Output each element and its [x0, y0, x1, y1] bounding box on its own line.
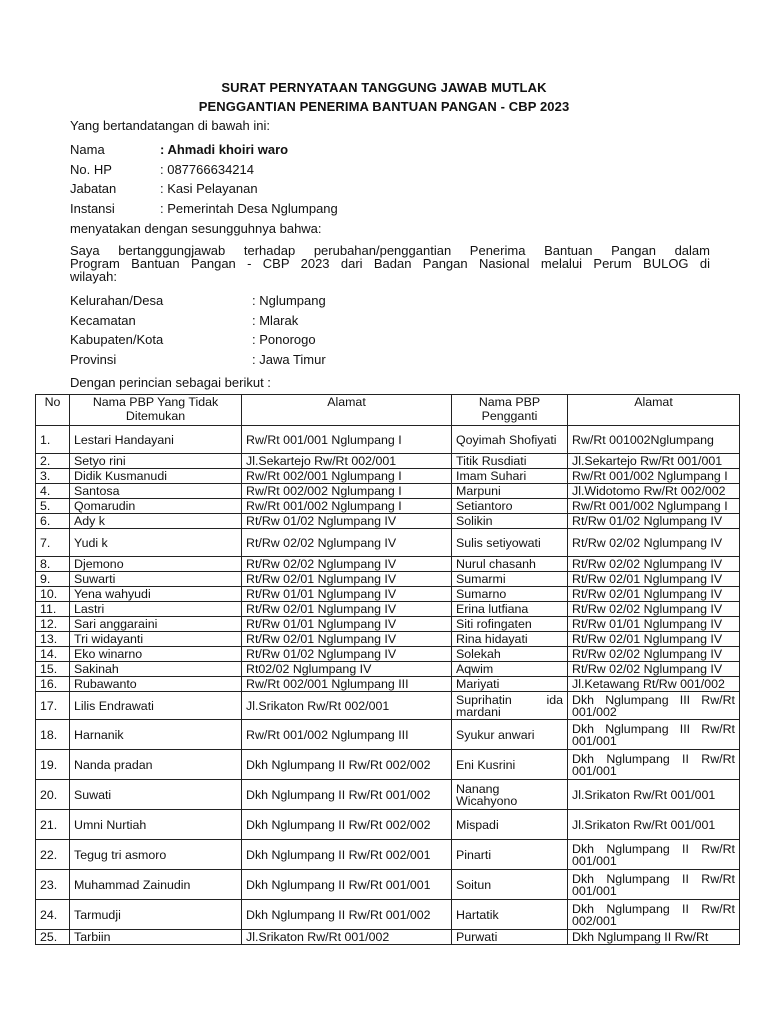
- replacement-recipient-name: Imam Suhari: [452, 469, 568, 484]
- replacement-recipient-name: Pinarti: [452, 840, 568, 870]
- row-number: 11.: [36, 602, 70, 617]
- missing-recipient-address: Jl.Sekartejo Rw/Rt 002/001: [242, 454, 452, 469]
- missing-recipient-name: Santosa: [70, 484, 242, 499]
- paragraph-line-3: wilayah:: [70, 269, 117, 284]
- table-row: [36, 720, 740, 750]
- table-header-row: [36, 395, 740, 426]
- declaration-text: menyatakan dengan sesungguhnya bahwa:: [70, 221, 322, 236]
- table-row: [36, 572, 740, 587]
- table-row: [36, 780, 740, 810]
- missing-recipient-address: Jl.Srikaton Rw/Rt 001/002: [242, 930, 452, 945]
- instansi-value: : Pemerintah Desa Nglumpang: [160, 201, 338, 216]
- missing-recipient-name: Tarbiin: [70, 930, 242, 945]
- table-row: [36, 529, 740, 557]
- row-number: 17.: [36, 692, 70, 720]
- replacement-recipient-name: Mispadi: [452, 810, 568, 840]
- row-number: 2.: [36, 454, 70, 469]
- missing-recipient-address: Jl.Srikaton Rw/Rt 002/001: [242, 692, 452, 720]
- row-number: 12.: [36, 617, 70, 632]
- missing-recipient-name: Muhammad Zainudin: [70, 870, 242, 900]
- responsibility-paragraph: [70, 244, 710, 283]
- row-number: 23.: [36, 870, 70, 900]
- replacement-recipient-address: Rt/Rw 02/02 Nglumpang IV: [568, 557, 740, 572]
- missing-recipient-name: Lestari Handayani: [70, 426, 242, 454]
- replacement-recipient-address: Rw/Rt 001/002 Nglumpang I: [568, 499, 740, 514]
- replacement-recipient-name: Solikin: [452, 514, 568, 529]
- missing-recipient-address: Rw/Rt 001/001 Nglumpang I: [242, 426, 452, 454]
- document-title-line-1: SURAT PERNYATAAN TANGGUNG JAWAB MUTLAK: [221, 80, 547, 95]
- row-number: 6.: [36, 514, 70, 529]
- missing-recipient-name: Harnanik: [70, 720, 242, 750]
- row-number: 14.: [36, 647, 70, 662]
- replacement-recipient-address: Dkh Nglumpang II Rw/Rt 002/001: [568, 900, 740, 930]
- missing-recipient-name: Yena wahyudi: [70, 587, 242, 602]
- missing-recipient-address: Dkh Nglumpang II Rw/Rt 002/001: [242, 840, 452, 870]
- detail-intro-text: Dengan perincian sebagai berikut :: [70, 375, 271, 390]
- provinsi-value: : Jawa Timur: [252, 352, 326, 367]
- table-row: [36, 632, 740, 647]
- table-row: [36, 602, 740, 617]
- missing-recipient-name: Sari anggaraini: [70, 617, 242, 632]
- replacement-recipient-name: Sulis setiyowati: [452, 529, 568, 557]
- replacement-recipient-address: Dkh Nglumpang II Rw/Rt 001/001: [568, 840, 740, 870]
- missing-recipient-name: Eko winarno: [70, 647, 242, 662]
- missing-recipient-address: Rt/Rw 02/01 Nglumpang IV: [242, 602, 452, 617]
- replacement-recipient-address: Rt/Rw 02/02 Nglumpang IV: [568, 602, 740, 617]
- header-address-2: Alamat: [568, 395, 740, 426]
- document-title-line-2: PENGGANTIAN PENERIMA BANTUAN PANGAN - CBP 2023: [198, 99, 570, 114]
- header-missing-recipient: Nama PBP Yang Tidak Ditemukan: [70, 395, 242, 426]
- replacement-recipient-address: Dkh Nglumpang III Rw/Rt 001/001: [568, 720, 740, 750]
- row-number: 7.: [36, 529, 70, 557]
- nama-value: : Ahmadi khoiri waro: [160, 142, 289, 157]
- kecamatan-value: : Mlarak: [252, 313, 299, 328]
- replacement-recipient-address: Jl.Srikaton Rw/Rt 001/001: [568, 810, 740, 840]
- missing-recipient-name: Tri widayanti: [70, 632, 242, 647]
- replacement-recipient-address: Dkh Nglumpang III Rw/Rt 001/002: [568, 692, 740, 720]
- missing-recipient-address: Rw/Rt 002/001 Nglumpang I: [242, 469, 452, 484]
- missing-recipient-name: Tarmudji: [70, 900, 242, 930]
- replacement-recipient-name: Aqwim: [452, 662, 568, 677]
- row-number: 24.: [36, 900, 70, 930]
- replacement-recipient-name: Titik Rusdiati: [452, 454, 568, 469]
- row-number: 8.: [36, 557, 70, 572]
- replacement-recipient-name: Eni Kusrini: [452, 750, 568, 780]
- table-row: [36, 677, 740, 692]
- missing-recipient-address: Rt/Rw 01/01 Nglumpang IV: [242, 587, 452, 602]
- table-row: [36, 469, 740, 484]
- replacement-recipient-name: Siti rofingaten: [452, 617, 568, 632]
- replacement-recipient-name: Solekah: [452, 647, 568, 662]
- table-row: [36, 930, 740, 945]
- replacement-recipient-address: Dkh Nglumpang II Rw/Rt: [568, 930, 740, 945]
- table-row: [36, 840, 740, 870]
- missing-recipient-address: Dkh Nglumpang II Rw/Rt 002/002: [242, 810, 452, 840]
- missing-recipient-address: Rw/Rt 002/002 Nglumpang I: [242, 484, 452, 499]
- table-row: [36, 484, 740, 499]
- table-row: [36, 514, 740, 529]
- row-number: 10.: [36, 587, 70, 602]
- row-number: 16.: [36, 677, 70, 692]
- missing-recipient-address: Dkh Nglumpang II Rw/Rt 002/002: [242, 750, 452, 780]
- missing-recipient-name: Setyo rini: [70, 454, 242, 469]
- row-number: 9.: [36, 572, 70, 587]
- replacement-recipient-address: Rt/Rw 02/01 Nglumpang IV: [568, 572, 740, 587]
- replacement-recipient-name: Sumarmi: [452, 572, 568, 587]
- replacement-recipient-address: Rw/Rt 001002Nglumpang: [568, 426, 740, 454]
- missing-recipient-name: Suwarti: [70, 572, 242, 587]
- replacement-recipient-address: Dkh Nglumpang II Rw/Rt 001/001: [568, 750, 740, 780]
- table-row: [36, 587, 740, 602]
- replacement-table: [35, 394, 740, 945]
- missing-recipient-address: Rt/Rw 02/02 Nglumpang IV: [242, 557, 452, 572]
- missing-recipient-address: Dkh Nglumpang II Rw/Rt 001/001: [242, 870, 452, 900]
- row-number: 5.: [36, 499, 70, 514]
- replacement-recipient-name: Soitun: [452, 870, 568, 900]
- replacement-recipient-address: Jl.Widotomo Rw/Rt 002/002: [568, 484, 740, 499]
- missing-recipient-address: Dkh Nglumpang II Rw/Rt 001/002: [242, 780, 452, 810]
- table-row: [36, 662, 740, 677]
- replacement-recipient-address: Jl.Sekartejo Rw/Rt 001/001: [568, 454, 740, 469]
- missing-recipient-address: Dkh Nglumpang II Rw/Rt 001/002: [242, 900, 452, 930]
- kabupaten-label: Kabupaten/Kota: [70, 332, 164, 347]
- table-row: [36, 647, 740, 662]
- replacement-recipient-name: Syukur anwari: [452, 720, 568, 750]
- missing-recipient-name: Didik Kusmanudi: [70, 469, 242, 484]
- replacement-recipient-address: Jl.Ketawang Rt/Rw 001/002: [568, 677, 740, 692]
- replacement-recipient-address: Rt/Rw 02/02 Nglumpang IV: [568, 529, 740, 557]
- row-number: 18.: [36, 720, 70, 750]
- row-number: 21.: [36, 810, 70, 840]
- replacement-recipient-address: Rt/Rw 02/01 Nglumpang IV: [568, 632, 740, 647]
- replacement-recipient-name: Erina lutfiana: [452, 602, 568, 617]
- table-row: [36, 900, 740, 930]
- header-replacement-recipient: Nama PBP Pengganti: [452, 395, 568, 426]
- replacement-recipient-address: Rt/Rw 01/02 Nglumpang IV: [568, 514, 740, 529]
- missing-recipient-name: Sakinah: [70, 662, 242, 677]
- missing-recipient-name: Djemono: [70, 557, 242, 572]
- table-row: [36, 692, 740, 720]
- missing-recipient-address: Rt02/02 Nglumpang IV: [242, 662, 452, 677]
- row-number: 4.: [36, 484, 70, 499]
- intro-text: Yang bertandatangan di bawah ini:: [70, 118, 270, 133]
- table-row: [36, 810, 740, 840]
- row-number: 15.: [36, 662, 70, 677]
- row-number: 13.: [36, 632, 70, 647]
- replacement-recipient-address: Rt/Rw 02/01 Nglumpang IV: [568, 587, 740, 602]
- table-row: [36, 750, 740, 780]
- row-number: 1.: [36, 426, 70, 454]
- replacement-recipient-address: Rt/Rw 01/01 Nglumpang IV: [568, 617, 740, 632]
- replacement-recipient-name: Hartatik: [452, 900, 568, 930]
- row-number: 25.: [36, 930, 70, 945]
- replacement-recipient-name: Setiantoro: [452, 499, 568, 514]
- missing-recipient-address: Rw/Rt 001/002 Nglumpang I: [242, 499, 452, 514]
- replacement-recipient-name: Purwati: [452, 930, 568, 945]
- paragraph-line-2: Program Bantuan Pangan - CBP 2023 dari Badan Pangan Nasional melalui Perum BULOG di: [70, 256, 710, 271]
- missing-recipient-address: Rt/Rw 01/02 Nglumpang IV: [242, 514, 452, 529]
- missing-recipient-address: Rt/Rw 01/01 Nglumpang IV: [242, 617, 452, 632]
- nama-label: Nama: [70, 142, 105, 157]
- replacement-recipient-address: Rt/Rw 02/02 Nglumpang IV: [568, 662, 740, 677]
- hp-label: No. HP: [70, 162, 112, 177]
- hp-value: : 087766634214: [160, 162, 254, 177]
- missing-recipient-name: Rubawanto: [70, 677, 242, 692]
- table-row: [36, 870, 740, 900]
- instansi-label: Instansi: [70, 201, 115, 216]
- provinsi-label: Provinsi: [70, 352, 117, 367]
- replacement-recipient-address: Dkh Nglumpang II Rw/Rt 001/001: [568, 870, 740, 900]
- missing-recipient-name: Tegug tri asmoro: [70, 840, 242, 870]
- row-number: 3.: [36, 469, 70, 484]
- jabatan-value: : Kasi Pelayanan: [160, 181, 258, 196]
- missing-recipient-name: Qomarudin: [70, 499, 242, 514]
- kecamatan-label: Kecamatan: [70, 313, 136, 328]
- missing-recipient-address: Rw/Rt 002/001 Nglumpang III: [242, 677, 452, 692]
- missing-recipient-name: Suwati: [70, 780, 242, 810]
- missing-recipient-name: Lilis Endrawati: [70, 692, 242, 720]
- missing-recipient-name: Umni Nurtiah: [70, 810, 242, 840]
- replacement-recipient-name: Nurul chasanh: [452, 557, 568, 572]
- missing-recipient-address: Rt/Rw 02/01 Nglumpang IV: [242, 572, 452, 587]
- row-number: 20.: [36, 780, 70, 810]
- table-row: [36, 499, 740, 514]
- missing-recipient-name: Ady k: [70, 514, 242, 529]
- missing-recipient-name: Lastri: [70, 602, 242, 617]
- replacement-recipient-address: Jl.Srikaton Rw/Rt 001/001: [568, 780, 740, 810]
- header-address-1: Alamat: [242, 395, 452, 426]
- missing-recipient-address: Rt/Rw 01/02 Nglumpang IV: [242, 647, 452, 662]
- replacement-recipient-address: Rw/Rt 001/002 Nglumpang I: [568, 469, 740, 484]
- replacement-recipient-name: Mariyati: [452, 677, 568, 692]
- table-row: [36, 617, 740, 632]
- replacement-recipient-name: Sumarno: [452, 587, 568, 602]
- missing-recipient-address: Rw/Rt 001/002 Nglumpang III: [242, 720, 452, 750]
- kabupaten-value: : Ponorogo: [252, 332, 316, 347]
- replacement-recipient-name: Nanang Wicahyono: [452, 780, 568, 810]
- missing-recipient-name: Nanda pradan: [70, 750, 242, 780]
- paragraph-line-1: Saya bertanggungjawab terhadap perubahan/penggantian Penerima Bantuan Pangan dalam: [70, 243, 710, 258]
- desa-label: Kelurahan/Desa: [70, 293, 164, 308]
- header-no: No: [36, 395, 70, 426]
- desa-value: : Nglumpang: [252, 293, 326, 308]
- table-row: [36, 557, 740, 572]
- replacement-recipient-name: Marpuni: [452, 484, 568, 499]
- table-row: [36, 454, 740, 469]
- missing-recipient-name: Yudi k: [70, 529, 242, 557]
- table-row: [36, 426, 740, 454]
- missing-recipient-address: Rt/Rw 02/02 Nglumpang IV: [242, 529, 452, 557]
- missing-recipient-address: Rt/Rw 02/01 Nglumpang IV: [242, 632, 452, 647]
- replacement-recipient-address: Rt/Rw 02/02 Nglumpang IV: [568, 647, 740, 662]
- jabatan-label: Jabatan: [70, 181, 117, 196]
- row-number: 22.: [36, 840, 70, 870]
- replacement-recipient-name: Suprihatin ida mardani: [452, 692, 568, 720]
- replacement-recipient-name: Qoyimah Shofiyati: [452, 426, 568, 454]
- row-number: 19.: [36, 750, 70, 780]
- table-body: [36, 426, 740, 945]
- replacement-recipient-name: Rina hidayati: [452, 632, 568, 647]
